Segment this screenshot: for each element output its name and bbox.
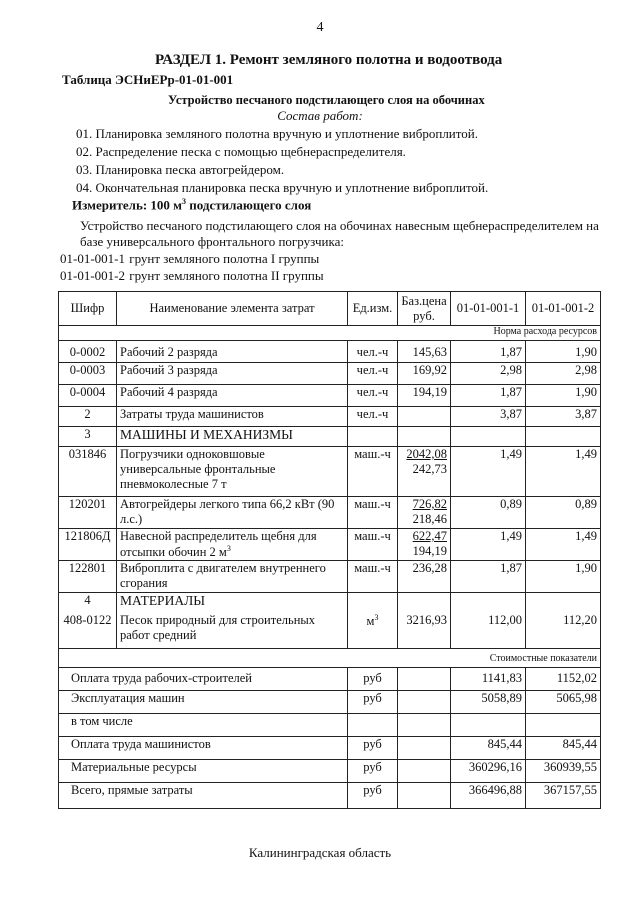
page-number: 4: [316, 20, 324, 35]
table-cell: 112,20: [526, 613, 601, 649]
table-cell: Эксплуатация машин: [59, 691, 348, 714]
table-cell: 1,87: [451, 385, 526, 407]
table-cell: 1,87: [451, 341, 526, 363]
table-cell: 2,98: [526, 363, 601, 385]
sostav-label: Состав работ:: [277, 108, 363, 123]
table-cell: Рабочий 3 разряда: [117, 363, 348, 385]
norma-label: Норма расхода ресурсов: [59, 326, 601, 341]
table-row: [59, 341, 601, 363]
table-cell: 3,87: [526, 407, 601, 427]
table-cell: 1,90: [526, 385, 601, 407]
table-cell: маш.-ч: [348, 497, 398, 529]
table-cell: 1,49: [526, 529, 601, 561]
table-cell: 2042,08 242,73: [398, 447, 451, 497]
table-cell: Рабочий 4 разряда: [117, 385, 348, 407]
table-cell: 122801: [59, 561, 117, 593]
table-row: [59, 613, 601, 649]
table-cell: [451, 593, 526, 613]
table-cell: 366496,88: [451, 783, 526, 809]
table-cell: 360296,16: [451, 760, 526, 783]
table-cell: Навесной распределитель щебня для отсыпки обочин 2 $м^3$: [117, 529, 348, 561]
work-item: 02. Распределение песка с помощью щебнераспределителя.: [76, 144, 406, 159]
table-cell: 145,63: [398, 341, 451, 363]
section-title: РАЗДЕЛ 1. Ремонт земляного полотна и водоотвода: [155, 52, 503, 68]
table-cell: Виброплита с двигателем внутреннего сгорания: [117, 561, 348, 593]
work-item: 01. Планировка земляного полотна вручную и уплотнение виброплитой.: [76, 126, 478, 141]
table-cell: 0-0002: [59, 341, 117, 363]
table-cell: [348, 593, 398, 613]
table-cell: [398, 691, 451, 714]
footer-region: Калининградская область: [248, 845, 392, 860]
total-row: [59, 714, 601, 737]
table-cell: [398, 760, 451, 783]
table-cell: 1,90: [526, 561, 601, 593]
table-cell: Затраты труда машинистов: [117, 407, 348, 427]
total-row: [59, 737, 601, 760]
table-cell: 360939,55: [526, 760, 601, 783]
table-cell: 622,47 194,19: [398, 529, 451, 561]
table-cell: 3: [59, 427, 117, 447]
table-cell: 0-0003: [59, 363, 117, 385]
table-cell: [526, 714, 601, 737]
table-cell: 120201: [59, 497, 117, 529]
code-line: 01-01-001-1 грунт земляного полотна I группы: [60, 251, 320, 266]
table-cell: Погрузчики одноковшовые универсальные фронтальные пневмоколесные 7 т: [117, 447, 348, 497]
table-cell: 1,49: [526, 447, 601, 497]
table-cell: 1141,83: [451, 668, 526, 691]
table-cell: 1,87: [451, 561, 526, 593]
table-cell: маш.-ч: [348, 561, 398, 593]
table-cell: 1152,02: [526, 668, 601, 691]
table-cell: [348, 427, 398, 447]
col-header: 01-01-001-2: [526, 292, 601, 326]
table-cell: [526, 593, 601, 613]
table-cell: 112,00: [451, 613, 526, 649]
col-header: Баз.цена руб.: [398, 292, 451, 326]
table-cell: 2: [59, 407, 117, 427]
table-cell: 1,49: [451, 529, 526, 561]
col-header: Шифр: [59, 292, 117, 326]
col-header: Ед.изм.: [348, 292, 398, 326]
table-cell: 845,44: [526, 737, 601, 760]
table-cell: 3,87: [451, 407, 526, 427]
table-cell: [398, 783, 451, 809]
table-cell: [451, 714, 526, 737]
section-row: [59, 427, 601, 447]
table-row: [59, 447, 601, 497]
code-line: 01-01-001-2 грунт земляного полотна II группы: [60, 268, 324, 283]
table-cell: чел.-ч: [348, 407, 398, 427]
table-cell: [398, 427, 451, 447]
table-cell: 845,44: [451, 737, 526, 760]
table-cell: [398, 593, 451, 613]
table-cell: 031846: [59, 447, 117, 497]
table-row: [59, 561, 601, 593]
description: Устройство песчаного подстилающего слоя на обочинах навесным щебнераспределителем на базе универсального фронтального погрузчика:: [80, 218, 599, 249]
table-cell: 4: [59, 593, 117, 613]
table-cell: 726,82 218,46: [398, 497, 451, 529]
resource-table: [58, 291, 601, 809]
table-cell: чел.-ч: [348, 385, 398, 407]
table-cell: 236,28: [398, 561, 451, 593]
table-row: [59, 363, 601, 385]
table-cell: Оплата труда рабочих-строителей: [59, 668, 348, 691]
table-cell: [398, 668, 451, 691]
total-row: [59, 783, 601, 809]
table-cell: руб: [348, 760, 398, 783]
table-cell: маш.-ч: [348, 529, 398, 561]
table-cell: 5058,89: [451, 691, 526, 714]
table-cell: МАТЕРИАЛЫ: [117, 593, 348, 613]
table-cell: [348, 714, 398, 737]
section-row: [59, 593, 601, 613]
table-cell: Песок природный для строительных работ средний: [117, 613, 348, 649]
total-row: [59, 760, 601, 783]
table-cell: 408-0122: [59, 613, 117, 649]
table-row: [59, 407, 601, 427]
table-name: Таблица ЭСНиЕРр-01-01-001: [62, 72, 234, 87]
table-cell: Рабочий 2 разряда: [117, 341, 348, 363]
col-header: 01-01-001-1: [451, 292, 526, 326]
table-row: [59, 385, 601, 407]
table-cell: руб: [348, 691, 398, 714]
table-cell: 1,49: [451, 447, 526, 497]
table-cell: 121806Д: [59, 529, 117, 561]
total-row: [59, 691, 601, 714]
work-item: 04. Окончательная планировка песка вручную и уплотнение виброплитой.: [76, 180, 489, 195]
table-cell: руб: [348, 668, 398, 691]
table-cell: [398, 714, 451, 737]
table-cell: 2,98: [451, 363, 526, 385]
table-cell: в том числе: [59, 714, 348, 737]
table-cell: чел.-ч: [348, 363, 398, 385]
measure-unit: Измеритель: 100 $м^3$ подстилающего слоя: [72, 197, 312, 213]
table-cell: руб: [348, 737, 398, 760]
table-subtitle: Устройство песчаного подстилающего слоя на обочинах: [168, 93, 485, 107]
table-cell: 3216,93: [398, 613, 451, 649]
col-header: Наименование элемента затрат: [117, 292, 348, 326]
table-header-row: [59, 292, 601, 326]
table-cell: [526, 427, 601, 447]
table-cell: $м^3$: [348, 613, 398, 649]
table-cell: [398, 737, 451, 760]
table-row: [59, 497, 601, 529]
table-cell: 0-0004: [59, 385, 117, 407]
cost-label: Стоимостные показатели: [59, 649, 601, 668]
table-row: [59, 529, 601, 561]
table-cell: 194,19: [398, 385, 451, 407]
table-cell: МАШИНЫ И МЕХАНИЗМЫ: [117, 427, 348, 447]
table-cell: руб: [348, 783, 398, 809]
table-cell: 5065,98: [526, 691, 601, 714]
table-cell: 367157,55: [526, 783, 601, 809]
work-item: 03. Планировка песка автогрейдером.: [76, 162, 285, 177]
table-cell: 0,89: [526, 497, 601, 529]
table-cell: Всего, прямые затраты: [59, 783, 348, 809]
table-cell: Оплата труда машинистов: [59, 737, 348, 760]
table-cell: 169,92: [398, 363, 451, 385]
table-cell: [398, 407, 451, 427]
table-cell: Автогрейдеры легкого типа 66,2 кВт (90 л.с.): [117, 497, 348, 529]
table-cell: 1,90: [526, 341, 601, 363]
table-cell: 0,89: [451, 497, 526, 529]
table-cell: Материальные ресурсы: [59, 760, 348, 783]
table-cell: [451, 427, 526, 447]
table-cell: маш.-ч: [348, 447, 398, 497]
table-cell: чел.-ч: [348, 341, 398, 363]
total-row: [59, 668, 601, 691]
